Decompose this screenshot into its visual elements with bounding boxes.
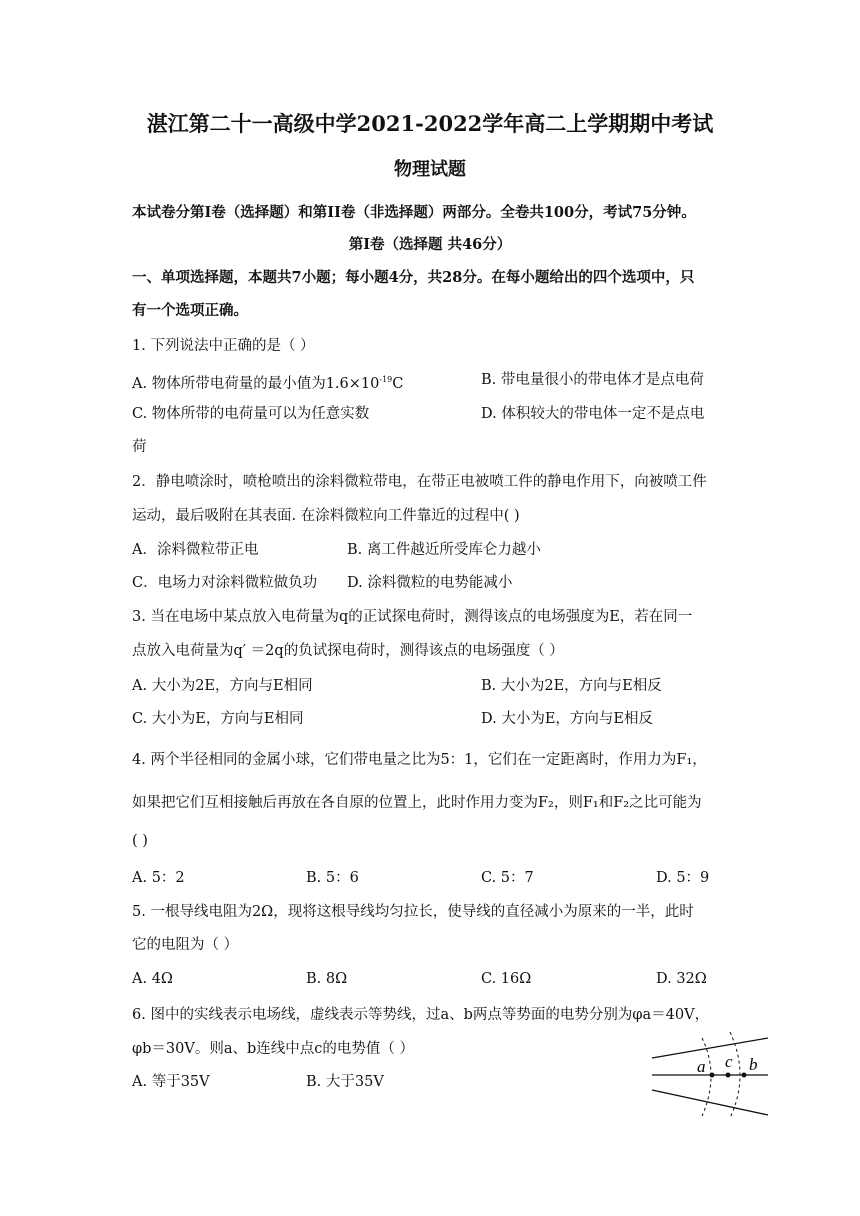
section1-instructions-line2: 有一个选项正确。 — [132, 302, 248, 319]
q5-stem-line2: 它的电阻为（ ） — [132, 937, 239, 953]
point-c — [726, 1073, 731, 1078]
q4-option-a: A. 5：2 — [132, 870, 185, 886]
label-b: b — [749, 1055, 758, 1074]
q6-stem-line2: φb＝30V。则a、b连线中点c的电势值（ ） — [132, 1041, 415, 1057]
q4-option-c: C. 5：7 — [481, 870, 534, 886]
q5-option-b: B. 8Ω — [306, 971, 348, 987]
q6-option-b: B. 大于35V — [306, 1074, 384, 1090]
point-a — [710, 1073, 715, 1078]
q3-stem-line2: 点放入电荷量为q′ ＝2q的负试探电荷时，测得该点的电场强度（ ） — [132, 643, 564, 659]
q3-stem-line1: 3. 当在电场中某点放入电荷量为q的正试探电荷时，测得该点的电场强度为E，若在同一 — [132, 609, 693, 625]
q1-option-a-text: A. 物体所带电荷量的最小值为1.6×10 — [132, 375, 380, 392]
q2-option-c: C．电场力对涂料微粒做负功 — [132, 575, 318, 591]
q3-option-c: C. 大小为E，方向与E相同 — [132, 711, 304, 727]
q5-option-d: D. 32Ω — [656, 971, 707, 987]
label-a: a — [697, 1057, 706, 1076]
q2-stem-line2: 运动，最后吸附在其表面. 在涂料微粒向工件靠近的过程中( ) — [132, 508, 520, 524]
q5-option-c: C. 16Ω — [481, 971, 532, 987]
q1-option-d-continued: 荷 — [132, 439, 147, 455]
q5-option-a: A. 4Ω — [132, 971, 173, 987]
q1-option-a — [132, 370, 403, 394]
q1-option-c: C. 物体所带的电荷量可以为任意实数 — [132, 406, 370, 422]
q4-option-d: D. 5：9 — [656, 870, 710, 886]
q4-stem-line3: ( ) — [132, 833, 148, 849]
q1-option-d: D. 体积较大的带电体一定不是点电 — [481, 406, 705, 422]
q2-stem-line1: 2．静电喷涂时，喷枪喷出的涂料微粒带电，在带正电被喷工件的静电作用下，向被喷工件 — [132, 474, 707, 490]
q1-option-a-unit: C — [392, 375, 404, 392]
q4-stem-line2: 如果把它们互相接触后再放在各自原的位置上，此时作用力变为F₂，则F₁和F₂之比可能为 — [132, 795, 702, 811]
section1-instructions-line1: 一、单项选择题，本题共7小题；每小题4分，共28分。在每小题给出的四个选项中，只 — [132, 269, 695, 286]
part1-title: 第Ⅰ卷（选择题 共46分） — [348, 236, 512, 253]
exam-title: 湛江第二十一高级中学2021-2022学年高二上学期期中考试 — [146, 111, 714, 136]
q6-stem-line1: 6. 图中的实线表示电场线，虚线表示等势线，过a、b两点等势面的电势分别为φa＝40V， — [132, 1007, 710, 1023]
field-line-lower — [652, 1090, 768, 1115]
point-b — [742, 1073, 747, 1078]
q1-option-b: B. 带电量很小的带电体才是点电荷 — [481, 372, 704, 388]
q6-option-a: A. 等于35V — [132, 1074, 210, 1090]
q1-stem: 1. 下列说法中正确的是（ ） — [132, 338, 315, 354]
q2-option-d: D. 涂料微粒的电势能减小 — [347, 575, 513, 591]
q2-option-b: B. 离工件越近所受库仑力越小 — [347, 542, 541, 558]
label-c: c — [725, 1052, 733, 1071]
exam-intro: 本试卷分第Ⅰ卷（选择题）和第II卷（非选择题）两部分。全卷共100分，考试75分钟。 — [132, 204, 696, 221]
exam-subtitle: 物理试题 — [394, 159, 466, 180]
q2-option-a: A．涂料微粒带正电 — [132, 542, 259, 558]
q3-option-a: A. 大小为2E，方向与E相同 — [132, 678, 313, 694]
q3-option-b: B. 大小为2E，方向与E相反 — [481, 678, 662, 694]
q3-option-d: D. 大小为E，方向与E相反 — [481, 711, 653, 727]
q1-option-a-exponent: -19 — [379, 375, 393, 384]
q5-stem-line1: 5. 一根导线电阻为2Ω，现将这根导线均匀拉长，使导线的直径减小为原来的一半，此时 — [132, 904, 694, 920]
q6-field-line-figure — [650, 1030, 770, 1120]
q4-option-b: B. 5：6 — [306, 870, 359, 886]
q4-stem-line1: 4. 两个半径相同的金属小球，它们带电量之比为5：1，它们在一定距离时，作用力为F₁， — [132, 752, 707, 768]
